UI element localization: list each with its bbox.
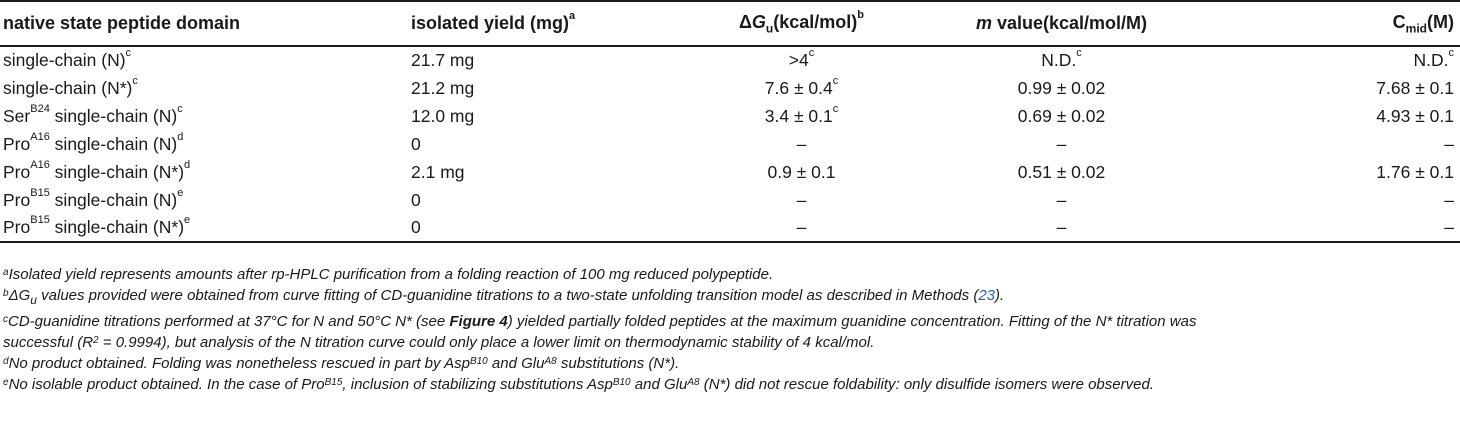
cell-delta-g: –: [796, 133, 807, 154]
cell-yield: 0: [411, 133, 421, 154]
table-row: [0, 102, 1460, 130]
cell-m-value: 0.69 ± 0.02: [1017, 105, 1106, 126]
table-footnotes: [3, 264, 1457, 395]
cell-m-value: 0.51 ± 0.02: [1017, 161, 1106, 182]
cell-yield: 0: [408, 214, 670, 242]
cell-cmid: 1.76 ± 0.1: [1376, 161, 1454, 182]
header-yield: isolated yield (mg)$^a$: [408, 1, 670, 46]
cell-domain: Pro$^{B15}$ single-chain $(N*)^e$: [0, 214, 408, 242]
cell-domain: Ser$^{B24}$ single-chain $(N)^c$: [3, 102, 183, 126]
footnote-c: $^c$CD-guanidine titrations performed at 37°C for N and 50°C N* (see Figure 4) yielded partially folded peptides at the maximum guanidine concentration. Fitting of the N* titration was successful $(R^2 = 0.9994)$, but analysis of the N titration curve could only place a lower limit on thermodynamic stability of 4 kcal/mol.: [3, 313, 1197, 351]
footnote-a: $^a$Isolated yield represents amounts after rp-HPLC purification from a folding reaction of 100 mg reduced polypeptide.: [3, 266, 774, 283]
cell-domain: single-chain $(N*)^c$: [3, 74, 138, 98]
table-row: [0, 74, 1460, 102]
table-row: [0, 158, 1460, 186]
cell-yield: 21.2 mg: [411, 77, 475, 98]
cell-delta-g: 0.9 ± 0.1: [767, 161, 836, 182]
cell-delta-g: –: [670, 214, 930, 242]
cell-delta-g: –: [796, 189, 807, 210]
header-row: [0, 1, 1460, 46]
cell-m-value: –: [1056, 189, 1067, 210]
cell-cmid: –: [1190, 214, 1460, 242]
header-delta-g: $\Delta G_u(kcal/mol)^b$: [670, 1, 930, 46]
figure-link[interactable]: Figure 4: [449, 313, 508, 330]
table-header: [0, 1, 1460, 46]
cell-cmid: –: [1444, 189, 1454, 210]
cell-cmid: –: [1444, 133, 1454, 154]
cell-delta-g: 3.4 ± 0.1$^c$: [764, 102, 839, 126]
header-cmid: $C_{mid}(M)$: [1190, 1, 1460, 46]
cell-m-value: 0.99 ± 0.02: [1017, 77, 1106, 98]
cell-yield: 12.0 mg: [411, 105, 475, 126]
footnote-e: $^e$No isolable product obtained. In the case of Pro$^{B15}$, inclusion of stabilizing substitutions Asp$^{B10}$ and Glu$^{A8}$ (N*) did not rescue foldability: only disulfide isomers were observed.: [3, 376, 1154, 393]
cell-delta-g: $>4^c$: [788, 47, 815, 70]
cell-domain: single-chain $(N)^c$: [3, 47, 132, 70]
cell-domain: Pro$^{A16}$ single-chain $(N*)^d$: [3, 158, 191, 182]
cell-domain: Pro$^{A16}$ single-chain $(N)^d$: [3, 130, 184, 154]
header-domain: native state peptide domain: [0, 1, 408, 46]
header-m-value: m value(kcal/mol/M): [930, 1, 1190, 46]
footnote-d: $^d$No product obtained. Folding was nonetheless rescued in part by Asp$^{B10}$ and Glu$^{A8}$ substitutions (N*).: [3, 355, 680, 372]
cell-cmid: 4.93 ± 0.1: [1376, 105, 1454, 126]
table-row: [0, 46, 1460, 74]
cell-m-value: –: [1056, 133, 1067, 154]
cell-domain: Pro$^{B15}$ single-chain $(N)^e$: [3, 186, 184, 210]
table-row: [0, 186, 1460, 214]
table-row: [0, 214, 1460, 242]
cell-yield: 0: [411, 189, 421, 210]
cell-yield: 21.7 mg: [411, 50, 475, 70]
table-row: [0, 130, 1460, 158]
cell-cmid: 7.68 ± 0.1: [1376, 77, 1454, 98]
cell-m-value: –: [930, 214, 1190, 242]
footnote-b: $^b\Delta G_u$ values provided were obtained from curve fitting of CD-guanidine titrations to a two-state unfolding transition model as described in Methods (23).: [3, 287, 1005, 307]
cell-yield: 2.1 mg: [411, 161, 465, 182]
table-body: [0, 46, 1460, 242]
cell-delta-g: 7.6 ± 0.4$^c$: [764, 74, 839, 98]
cell-m-value: N.D.$^c$: [1041, 47, 1082, 70]
reference-link[interactable]: 23: [978, 287, 996, 304]
cell-cmid: N.D.$^c$: [1413, 47, 1454, 70]
